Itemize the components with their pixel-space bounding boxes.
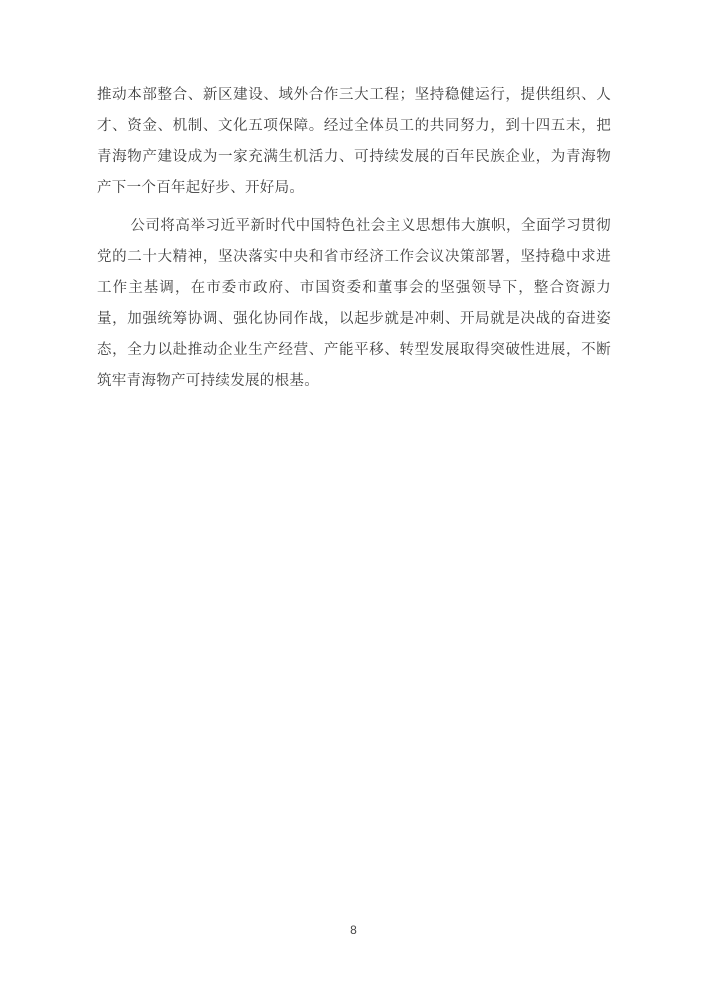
page-number: 8 xyxy=(350,923,357,937)
page-body-text xyxy=(97,80,611,397)
body-paragraph: 公司将高举习近平新时代中国特色社会主义思想伟大旗帜，全面学习贯彻党的二十大精神，坚决落实中央和省市经济工作会议决策部署，坚持稳中求进工作主基调，在市委市政府、市国资委和董事会的坚强领导下，整合资源力量，加强统筹协调、强化协同作战，以起步就是冲刺、开局就是决战的奋进姿态，全力以赴推动企业生产经营、产能平移、转型发展取得突破性进展，不断筑牢青海物产可持续发展的根基。 xyxy=(97,218,611,389)
body-paragraph: 推动本部整合、新区建设、域外合作三大工程；坚持稳健运行，提供组织、人才、资金、机制、文化五项保障。经过全体员工的共同努力，到十四五末，把青海物产建设成为一家充满生机活力、可持续发展的百年民族企业，为青海物产下一个百年起好步、开好局。 xyxy=(97,87,611,196)
page-footer xyxy=(0,922,707,938)
